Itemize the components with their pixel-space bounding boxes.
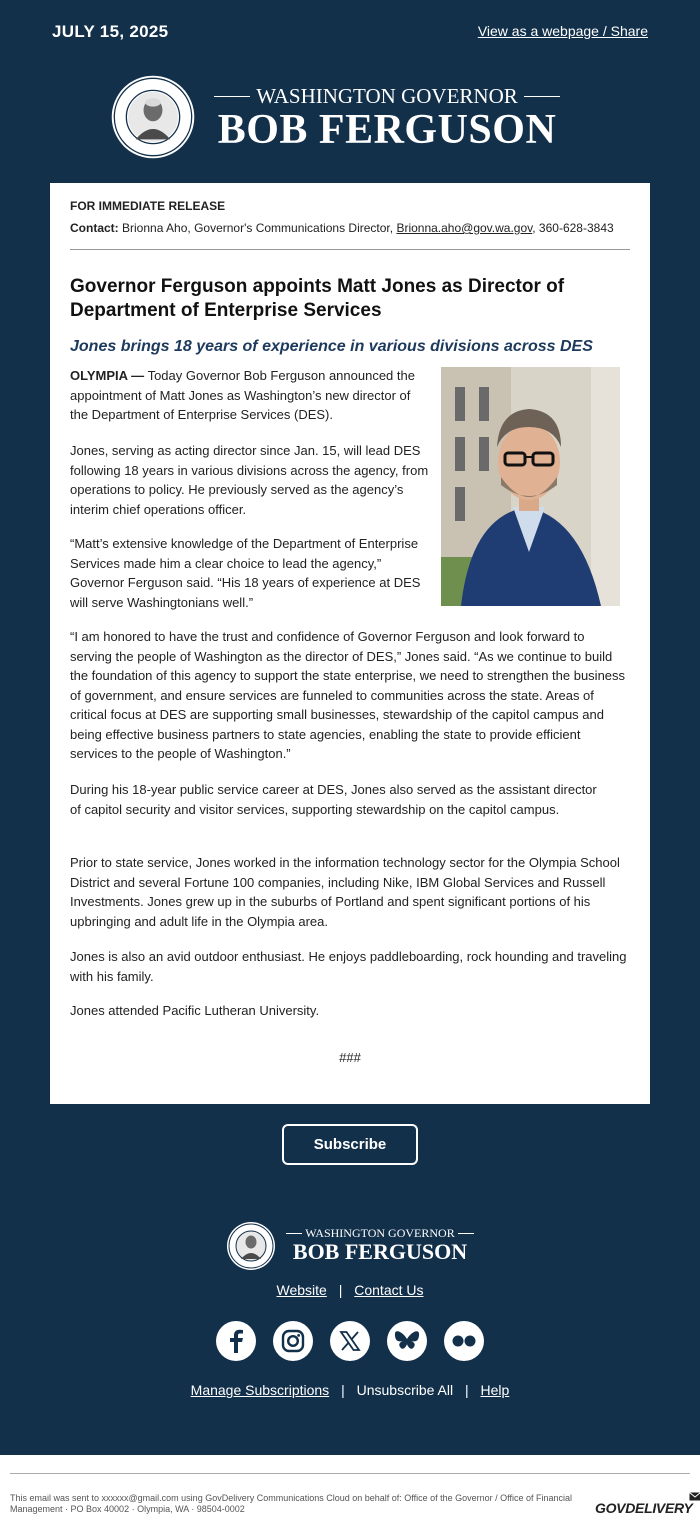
bluesky-icon[interactable] [387, 1321, 427, 1361]
contact-us-link[interactable]: Contact Us [354, 1282, 424, 1298]
manage-subscriptions-link[interactable]: Manage Subscriptions [190, 1382, 330, 1398]
facebook-icon[interactable] [216, 1321, 256, 1361]
legal-footer [0, 1455, 700, 1525]
govdelivery-logo[interactable]: GOVDELIVERY [595, 1500, 693, 1516]
immediate-release-label: FOR IMMEDIATE RELEASE [70, 199, 226, 213]
state-seal-icon [110, 74, 196, 160]
divider [70, 249, 630, 250]
instagram-icon[interactable] [273, 1321, 313, 1361]
footer-seal-icon [226, 1221, 276, 1271]
website-link[interactable]: Website [276, 1282, 327, 1298]
paragraph-3: “Matt’s extensive knowledge of the Department of Enterprise Services made him a clear choice to lead the agency,” Governor Ferguson said. “His 18 years of experience at DES will serve Washingtonians well.” [70, 536, 421, 610]
footer-title-top: WASHINGTON GOVERNOR [286, 1226, 474, 1241]
paragraph-1: OLYMPIA — Today Governor Bob Ferguson announced the appointment of Matt Jones as Washington’s new director of the Department of Enterprise Services (DES). [70, 368, 415, 422]
header-title-name: BOB FERGUSON [217, 107, 557, 153]
contact-line: Contact: Brionna Aho, Governor's Communications Director, Brionna.aho@gov.wa.gov, 360-628-3843 [70, 221, 614, 235]
contact-email-link[interactable]: Brionna.aho@gov.wa.gov [396, 221, 533, 235]
legal-divider [10, 1473, 690, 1474]
subheadline: Jones brings 18 years of experience in various divisions across DES [70, 338, 593, 355]
paragraph-7: Jones is also an avid outdoor enthusiast. He enjoys paddleboarding, rock hounding and traveling with his family. [70, 949, 627, 984]
x-icon[interactable] [330, 1321, 370, 1361]
press-release-card [50, 183, 650, 1104]
unsubscribe-all-link[interactable]: Unsubscribe All [356, 1382, 454, 1398]
release-date: JULY 15, 2025 [52, 22, 169, 41]
legal-text: This email was sent to xxxxxx@gmail.com using GovDelivery Communications Cloud on behalf of: Office of the Governor / Office of Financial Management · PO Box 40002 · Olympia, WA · 98504-0002 [10, 1493, 573, 1514]
paragraph-8: Jones attended Pacific Lutheran University. [70, 1003, 320, 1018]
subscribe-button[interactable]: Subscribe [282, 1124, 418, 1165]
header-title-top: WASHINGTON GOVERNOR [214, 84, 560, 109]
end-mark: ### [339, 1050, 361, 1065]
top-bar [0, 0, 700, 50]
matt-jones-photo [441, 367, 620, 606]
help-link[interactable]: Help [480, 1382, 510, 1398]
envelope-icon [689, 1492, 700, 1501]
flickr-icon[interactable] [444, 1321, 484, 1361]
email-header [50, 50, 650, 183]
view-as-webpage-link[interactable]: View as a webpage / Share [477, 23, 648, 39]
paragraph-2: Jones, serving as acting director since Jan. 15, will lead DES following 18 years in various divisions across the agency, from operations to policy. He previously served as the agency’s interim chief operations officer. [70, 443, 429, 517]
subscription-links: Manage Subscriptions | Unsubscribe All | Help [190, 1382, 510, 1398]
footer-title-name: BOB FERGUSON [292, 1239, 468, 1264]
headline: Governor Ferguson appoints Matt Jones as Director of Department of Enterprise Services [70, 276, 565, 321]
paragraph-6: Prior to state service, Jones worked in the information technology sector for the Olympia School District and several Fortune 100 companies, including Nike, IBM Global Services and Russell Investments. Jones grew up in the suburbs of Portland and spent significant portions of his upbringing and adult life in the Olympia area. [70, 855, 620, 929]
footer-links: Website | Contact Us [276, 1282, 424, 1298]
paragraph-4: “I am honored to have the trust and confidence of Governor Ferguson and look forward to serving the people of Washington as the director of DES,” Jones said. “As we continue to build the foundation of this agency to support the state enterprise, we need to strengthen the business of government, and ensure services are funneled to communities across the state. Areas of critical focus at DES are supporting small businesses, stewardship of the capitol campus and being effective business partners to state agencies, enabling the state to provide efficient services to the people of Washington.” [70, 629, 626, 761]
paragraph-5: During his 18-year public service career at DES, Jones also served as the assistant director of capitol security and visitor services, supporting stewardship on the capitol campus. [70, 782, 597, 817]
